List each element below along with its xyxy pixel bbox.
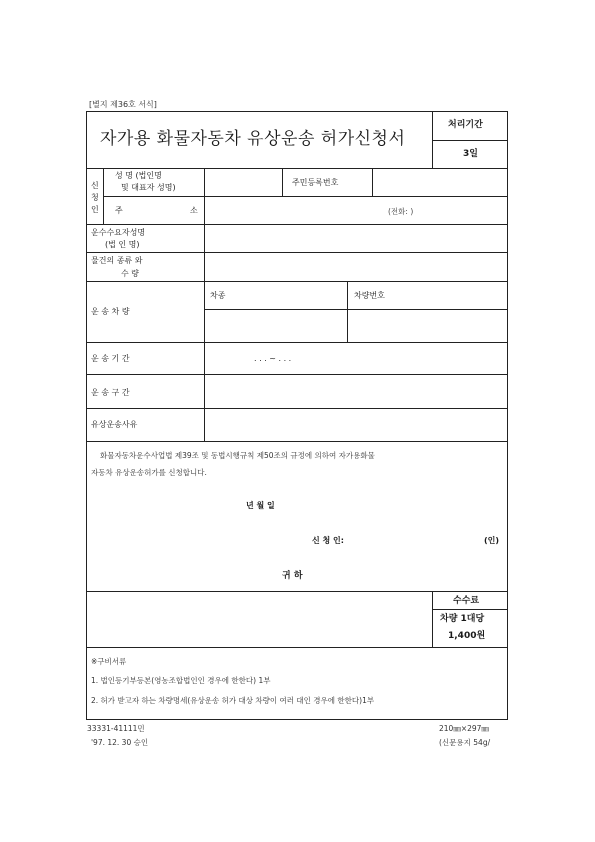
vehicle-type-label: 차종	[210, 291, 226, 300]
rrn-label: 주민등록번호	[292, 178, 339, 187]
cargo-label-line1: 물건의 종류 와	[91, 256, 143, 265]
documents-item-2: 2. 허가 받고자 하는 차량명세(유상운송 허가 대상 차량이 여러 대인 경우에 한한다)1부	[91, 696, 375, 705]
footer-approval-date: '97. 12. 30 승인	[91, 738, 149, 747]
section-label: 운 송 구 간	[91, 388, 130, 397]
statement-line-1: 화물자동차운수사업법 제39조 및 동법시행규칙 제50조의 규정에 의하여 자가용화물	[100, 451, 375, 460]
name-label-line1: 성 명 (법인명	[115, 171, 162, 180]
applicant-label-2: 청	[91, 193, 99, 202]
reason-field[interactable]	[205, 409, 507, 441]
shipper-name-field[interactable]	[205, 225, 507, 252]
phone-label: (전화: )	[388, 207, 414, 216]
address-field[interactable]	[205, 197, 507, 224]
shipper-label-line1: 운수수요자성명	[91, 228, 146, 237]
fee-label: 수수료	[453, 596, 480, 606]
footer-paper-type: (신문용지 54g/	[439, 738, 491, 747]
cargo-label-line2: 수 량	[121, 269, 139, 278]
fee-line-2: 1,400원	[448, 631, 486, 641]
period-value: . . . ~ . . .	[254, 354, 292, 363]
date-line: 년 월 일	[246, 501, 275, 510]
form-title: 자가용 화물자동차 유상운송 허가신청서	[100, 129, 406, 149]
footer-form-code: 33331-41111민	[87, 724, 145, 733]
form-number-label: [별지 제36호 서식]	[89, 100, 157, 109]
documents-header: ※구비서류	[91, 657, 127, 666]
period-label: 운 송 기 간	[91, 354, 130, 363]
cargo-field[interactable]	[205, 253, 507, 281]
recipient-label: 귀 하	[282, 571, 303, 581]
shipper-label-line2: (법 인 명)	[105, 240, 140, 249]
vehicle-number-label: 차량번호	[354, 291, 385, 300]
reason-label: 유상운송사유	[91, 420, 138, 429]
footer-paper-size: 210㎜×297㎜	[439, 724, 489, 733]
applicant-name-field[interactable]	[205, 169, 282, 196]
processing-period-value: 3일	[463, 149, 478, 159]
signer-field[interactable]	[360, 532, 478, 550]
rrn-field[interactable]	[373, 169, 507, 196]
signer-label: 신 청 인:	[312, 536, 344, 545]
applicant-label-3: 인	[91, 205, 99, 214]
vehicle-label: 운 송 차 량	[91, 307, 130, 316]
processing-period-label: 처리기간	[448, 120, 483, 130]
documents-item-1: 1. 법인등기부등본(영농조합법인인 경우에 한한다) 1부	[91, 676, 271, 685]
address-label-1: 주	[115, 206, 123, 215]
period-field[interactable]	[205, 343, 507, 374]
seal-mark: (인)	[484, 536, 500, 545]
fee-line-1: 차량 1대당	[440, 614, 485, 624]
address-label-2: 소	[190, 206, 198, 215]
applicant-label-1: 신	[91, 181, 99, 190]
vehicle-number-field[interactable]	[348, 310, 507, 342]
vehicle-type-field[interactable]	[205, 310, 347, 342]
statement-line-2: 자동차 유상운송허가를 신청합니다.	[91, 468, 207, 477]
name-label-line2: 및 대표자 성명)	[121, 183, 176, 192]
section-field[interactable]	[205, 375, 507, 408]
